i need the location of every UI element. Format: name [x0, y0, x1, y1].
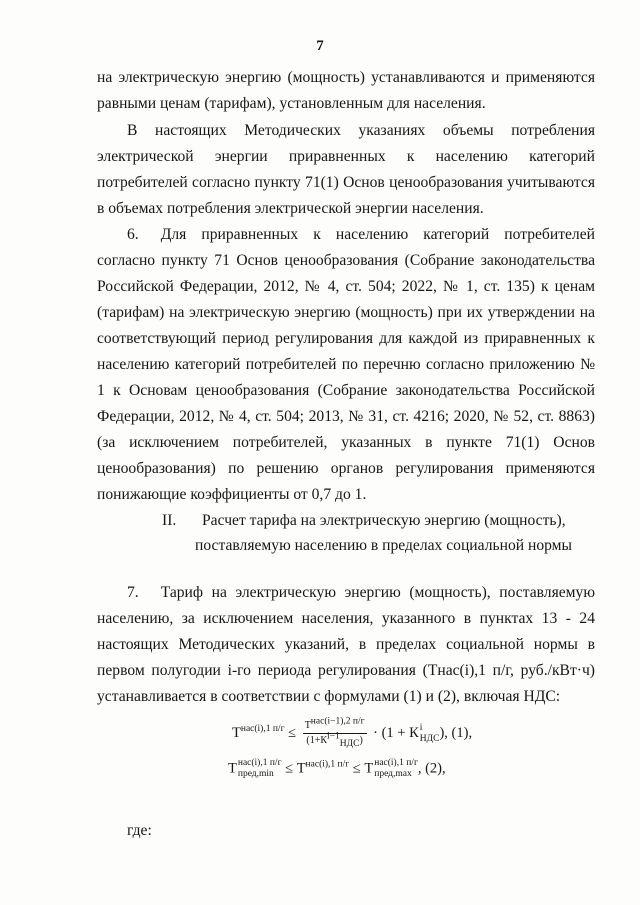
- formula-2-lhs: Т: [228, 760, 237, 777]
- formula-2-rhs-sub: пред,max: [374, 769, 412, 779]
- fraction-denominator-sup: i−1: [327, 731, 340, 742]
- formula-1-fraction: [303, 716, 367, 749]
- section-number: II.: [162, 512, 177, 529]
- formula-1-rest: · (1 + К: [373, 724, 419, 741]
- where-label: где:: [127, 822, 152, 839]
- formula-1: [232, 716, 473, 749]
- fraction-numerator-sup: нас(i−1),2 п/г: [310, 716, 365, 727]
- item-number-6: 6.: [127, 226, 139, 243]
- formula-2-mid: Т: [296, 760, 306, 777]
- paragraph-methodology-volumes: В настоящих Методических указаниях объемы потребления электрической энергии приравненных к населению категорий потребителей согласно пункту 71(1) Основ ценообразования учитываются в объемах потребления электрической энергии населения.: [97, 122, 595, 217]
- formula-1-rest-sub: НДС: [419, 733, 440, 744]
- paragraph-continuation: на электрическую энергию (мощность) устанавливаются и применяются равными ценам (тарифам), установленным для населения.: [97, 69, 595, 112]
- formula-2-rhs: Т: [364, 760, 374, 777]
- fraction-denominator-sub: НДС: [339, 739, 360, 749]
- formula-2: [228, 758, 446, 780]
- section-title-line-1: Расчет тарифа на электрическую энергию (мощность),: [202, 512, 566, 529]
- item-number-7: 7.: [127, 584, 139, 601]
- formula-1-tail: ), (1),: [439, 724, 473, 741]
- item-7-text: Тариф на электрическую энергию (мощность), поставляемую населению, за исключением населения, указанного в пунктах 13 - 24 настоящих Методических указаний, в пределах социальной нормы в первом полугодии i-го периода регулирования (Тнас(i),1 п/г, руб./кВт·ч) устанавливается в соответствии с формулами (1) и (2), включая НДС:: [97, 584, 595, 705]
- formula-2-lhs-sub: пред,min: [237, 769, 274, 779]
- formula-2-op1: ≤: [285, 760, 294, 777]
- paragraph-item-6: [97, 222, 595, 508]
- formula-2-lhs-sup: нас(i),1 п/г: [237, 758, 282, 768]
- fraction-denominator-close: ): [359, 735, 363, 746]
- paragraph-item-7: [97, 580, 595, 710]
- item-6-text: Для приравненных к населению категорий потребителей согласно пункту 71 Основ ценообразования (Собрание законодательства Российской Федерации, 2012, № 4, ст. 504; 2022, № 1, ст. 135) к ценам (тарифам) на электрическую энергию (мощность) при их утверждении на соответствующий период регулирования для каждой из приравненных к населению категорий потребителей по перечню согласно приложению № 1 к Основам ценообразования (Собрание законодательства Российской Федерации, 2012, № 4, ст. 504; 2013, № 31, ст. 4216; 2020, № 52, ст. 8863) (за исключением потребителей, указанных в пункте 71(1) Основ ценообразования) по решению органов регулирования применяются понижающие коэффициенты от 0,7 до 1.: [97, 226, 595, 503]
- formula-1-lhs-sup: нас(i),1 п/г: [240, 724, 285, 734]
- formula-2-tail: , (2),: [417, 760, 446, 777]
- formula-1-op: ≤: [288, 724, 297, 741]
- formula-2-mid-sup: нас(i),1 п/г: [305, 759, 350, 770]
- page-number: 7: [316, 38, 324, 54]
- formula-2-rhs-sup: нас(i),1 п/г: [374, 758, 418, 768]
- formula-2-op2: ≤: [352, 760, 361, 777]
- section-heading: [150, 508, 573, 558]
- formula-1-rest-sup: i: [419, 722, 423, 733]
- section-title-line-2: поставляемую населению в пределах социальной нормы: [195, 537, 573, 554]
- formula-1-lhs: Т: [232, 724, 241, 741]
- fraction-numerator: Т: [304, 720, 311, 731]
- fraction-denominator: (1+К: [306, 735, 328, 746]
